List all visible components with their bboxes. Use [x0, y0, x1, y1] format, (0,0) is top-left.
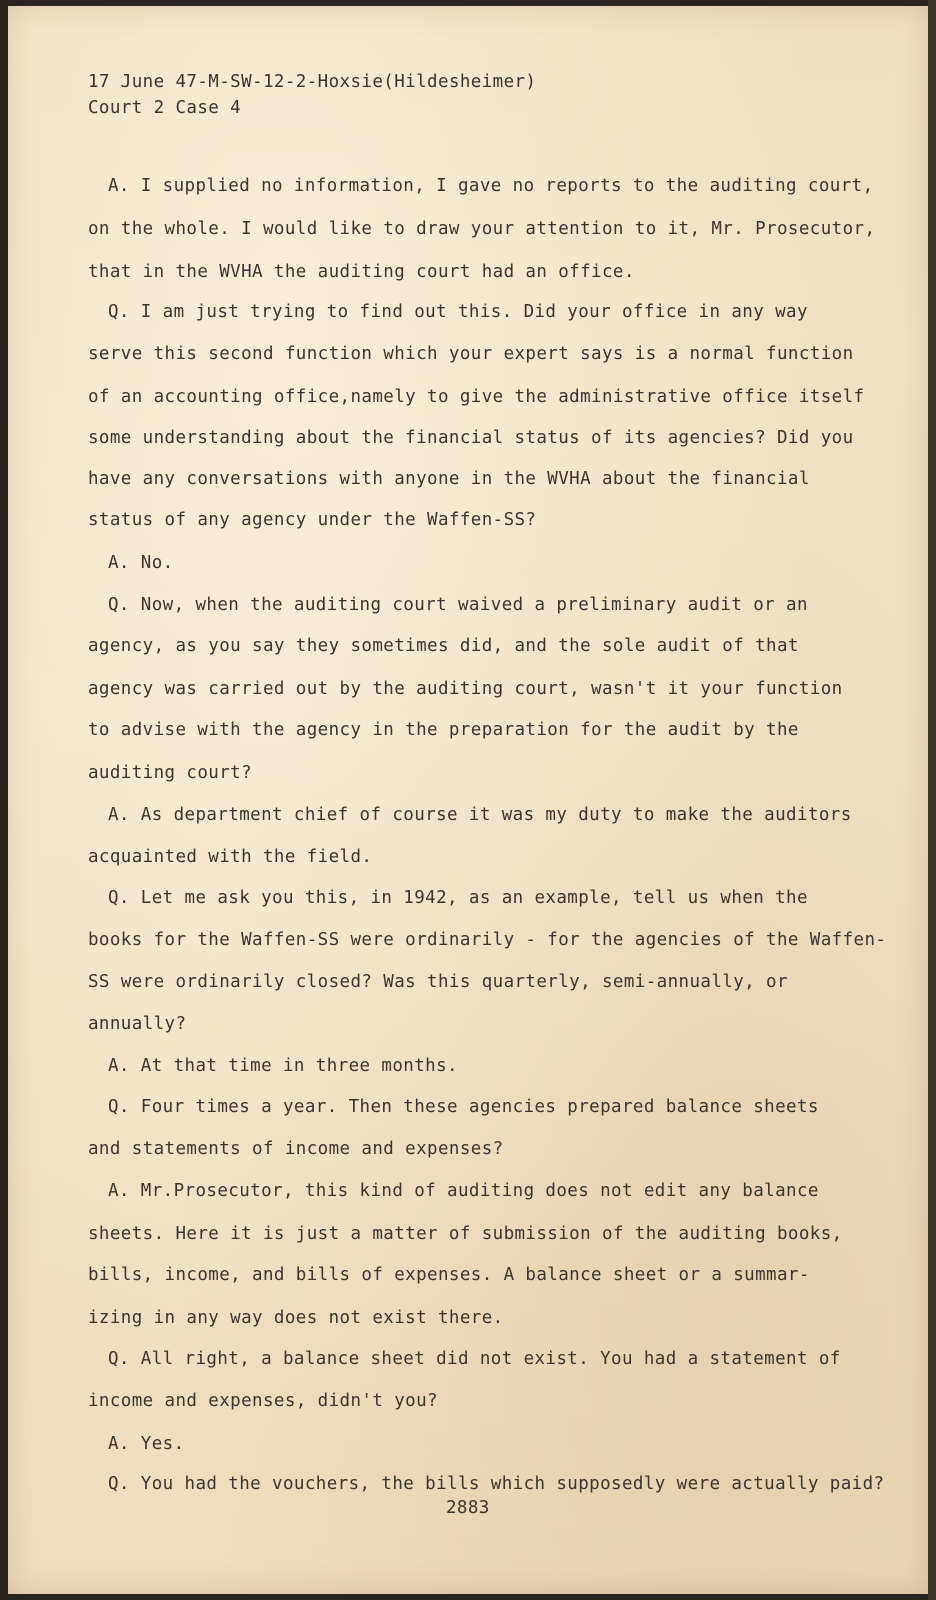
transcript-line: A. As department chief of course it was my duty to make the auditors	[108, 805, 852, 825]
transcript-line: Q. All right, a balance sheet did not exist. You had a statement of	[108, 1349, 841, 1369]
transcript-line: books for the Waffen-SS were ordinarily - for the agencies of the Waffen-	[88, 930, 887, 950]
transcript-line: SS were ordinarily closed? Was this quarterly, semi-annually, or	[88, 972, 788, 992]
transcript-line: that in the WVHA the auditing court had an office.	[88, 262, 635, 282]
transcript-line: have any conversations with anyone in the WVHA about the financial	[88, 469, 810, 489]
transcript-line: and statements of income and expenses?	[88, 1139, 504, 1159]
transcript-line: some understanding about the financial status of its agencies? Did you	[88, 428, 854, 448]
transcript-line: sheets. Here it is just a matter of submission of the auditing books,	[88, 1224, 843, 1244]
transcript-line: A. At that time in three months.	[108, 1056, 458, 1076]
transcript-line: A. No.	[108, 553, 174, 573]
transcript-line: to advise with the agency in the preparation for the audit by the	[88, 720, 799, 740]
transcript-line: of an accounting office,namely to give the administrative office itself	[88, 387, 865, 407]
transcript-line: bills, income, and bills of expenses. A balance sheet or a summar-	[88, 1265, 810, 1285]
transcript-line: status of any agency under the Waffen-SS?	[88, 510, 537, 530]
transcript-line: auditing court?	[88, 763, 253, 783]
header-court: Court 2 Case 4	[88, 98, 242, 118]
transcript-line: agency was carried out by the auditing court, wasn't it your function	[88, 679, 843, 699]
transcript-line: acquainted with the field.	[88, 847, 373, 867]
transcript-line: izing in any way does not exist there.	[88, 1308, 504, 1328]
page-number: 2883	[446, 1498, 490, 1518]
transcript-line: Q. Let me ask you this, in 1942, as an example, tell us when the	[108, 888, 808, 908]
transcript-line: Q. Four times a year. Then these agencies prepared balance sheets	[108, 1097, 819, 1117]
document-page	[8, 6, 928, 1594]
transcript-line: A. Yes.	[108, 1434, 185, 1454]
transcript-line: Q. I am just trying to find out this. Did your office in any way	[108, 302, 808, 322]
transcript-line: on the whole. I would like to draw your attention to it, Mr. Prosecutor,	[88, 219, 876, 239]
transcript-line: Q. You had the vouchers, the bills which supposedly were actually paid?	[108, 1474, 885, 1494]
scan-edge	[928, 0, 936, 1600]
transcript-line: Q. Now, when the auditing court waived a preliminary audit or an	[108, 595, 808, 615]
transcript-line: income and expenses, didn't you?	[88, 1391, 438, 1411]
transcript-line: annually?	[88, 1014, 187, 1034]
transcript-line: serve this second function which your expert says is a normal function	[88, 344, 854, 364]
transcript-line: A. I supplied no information, I gave no reports to the auditing court,	[108, 176, 874, 196]
header-citation: 17 June 47-M-SW-12-2-Hoxsie(Hildesheimer)	[88, 72, 537, 92]
transcript-line: agency, as you say they sometimes did, and the sole audit of that	[88, 636, 799, 656]
transcript-line: A. Mr.Prosecutor, this kind of auditing does not edit any balance	[108, 1181, 819, 1201]
